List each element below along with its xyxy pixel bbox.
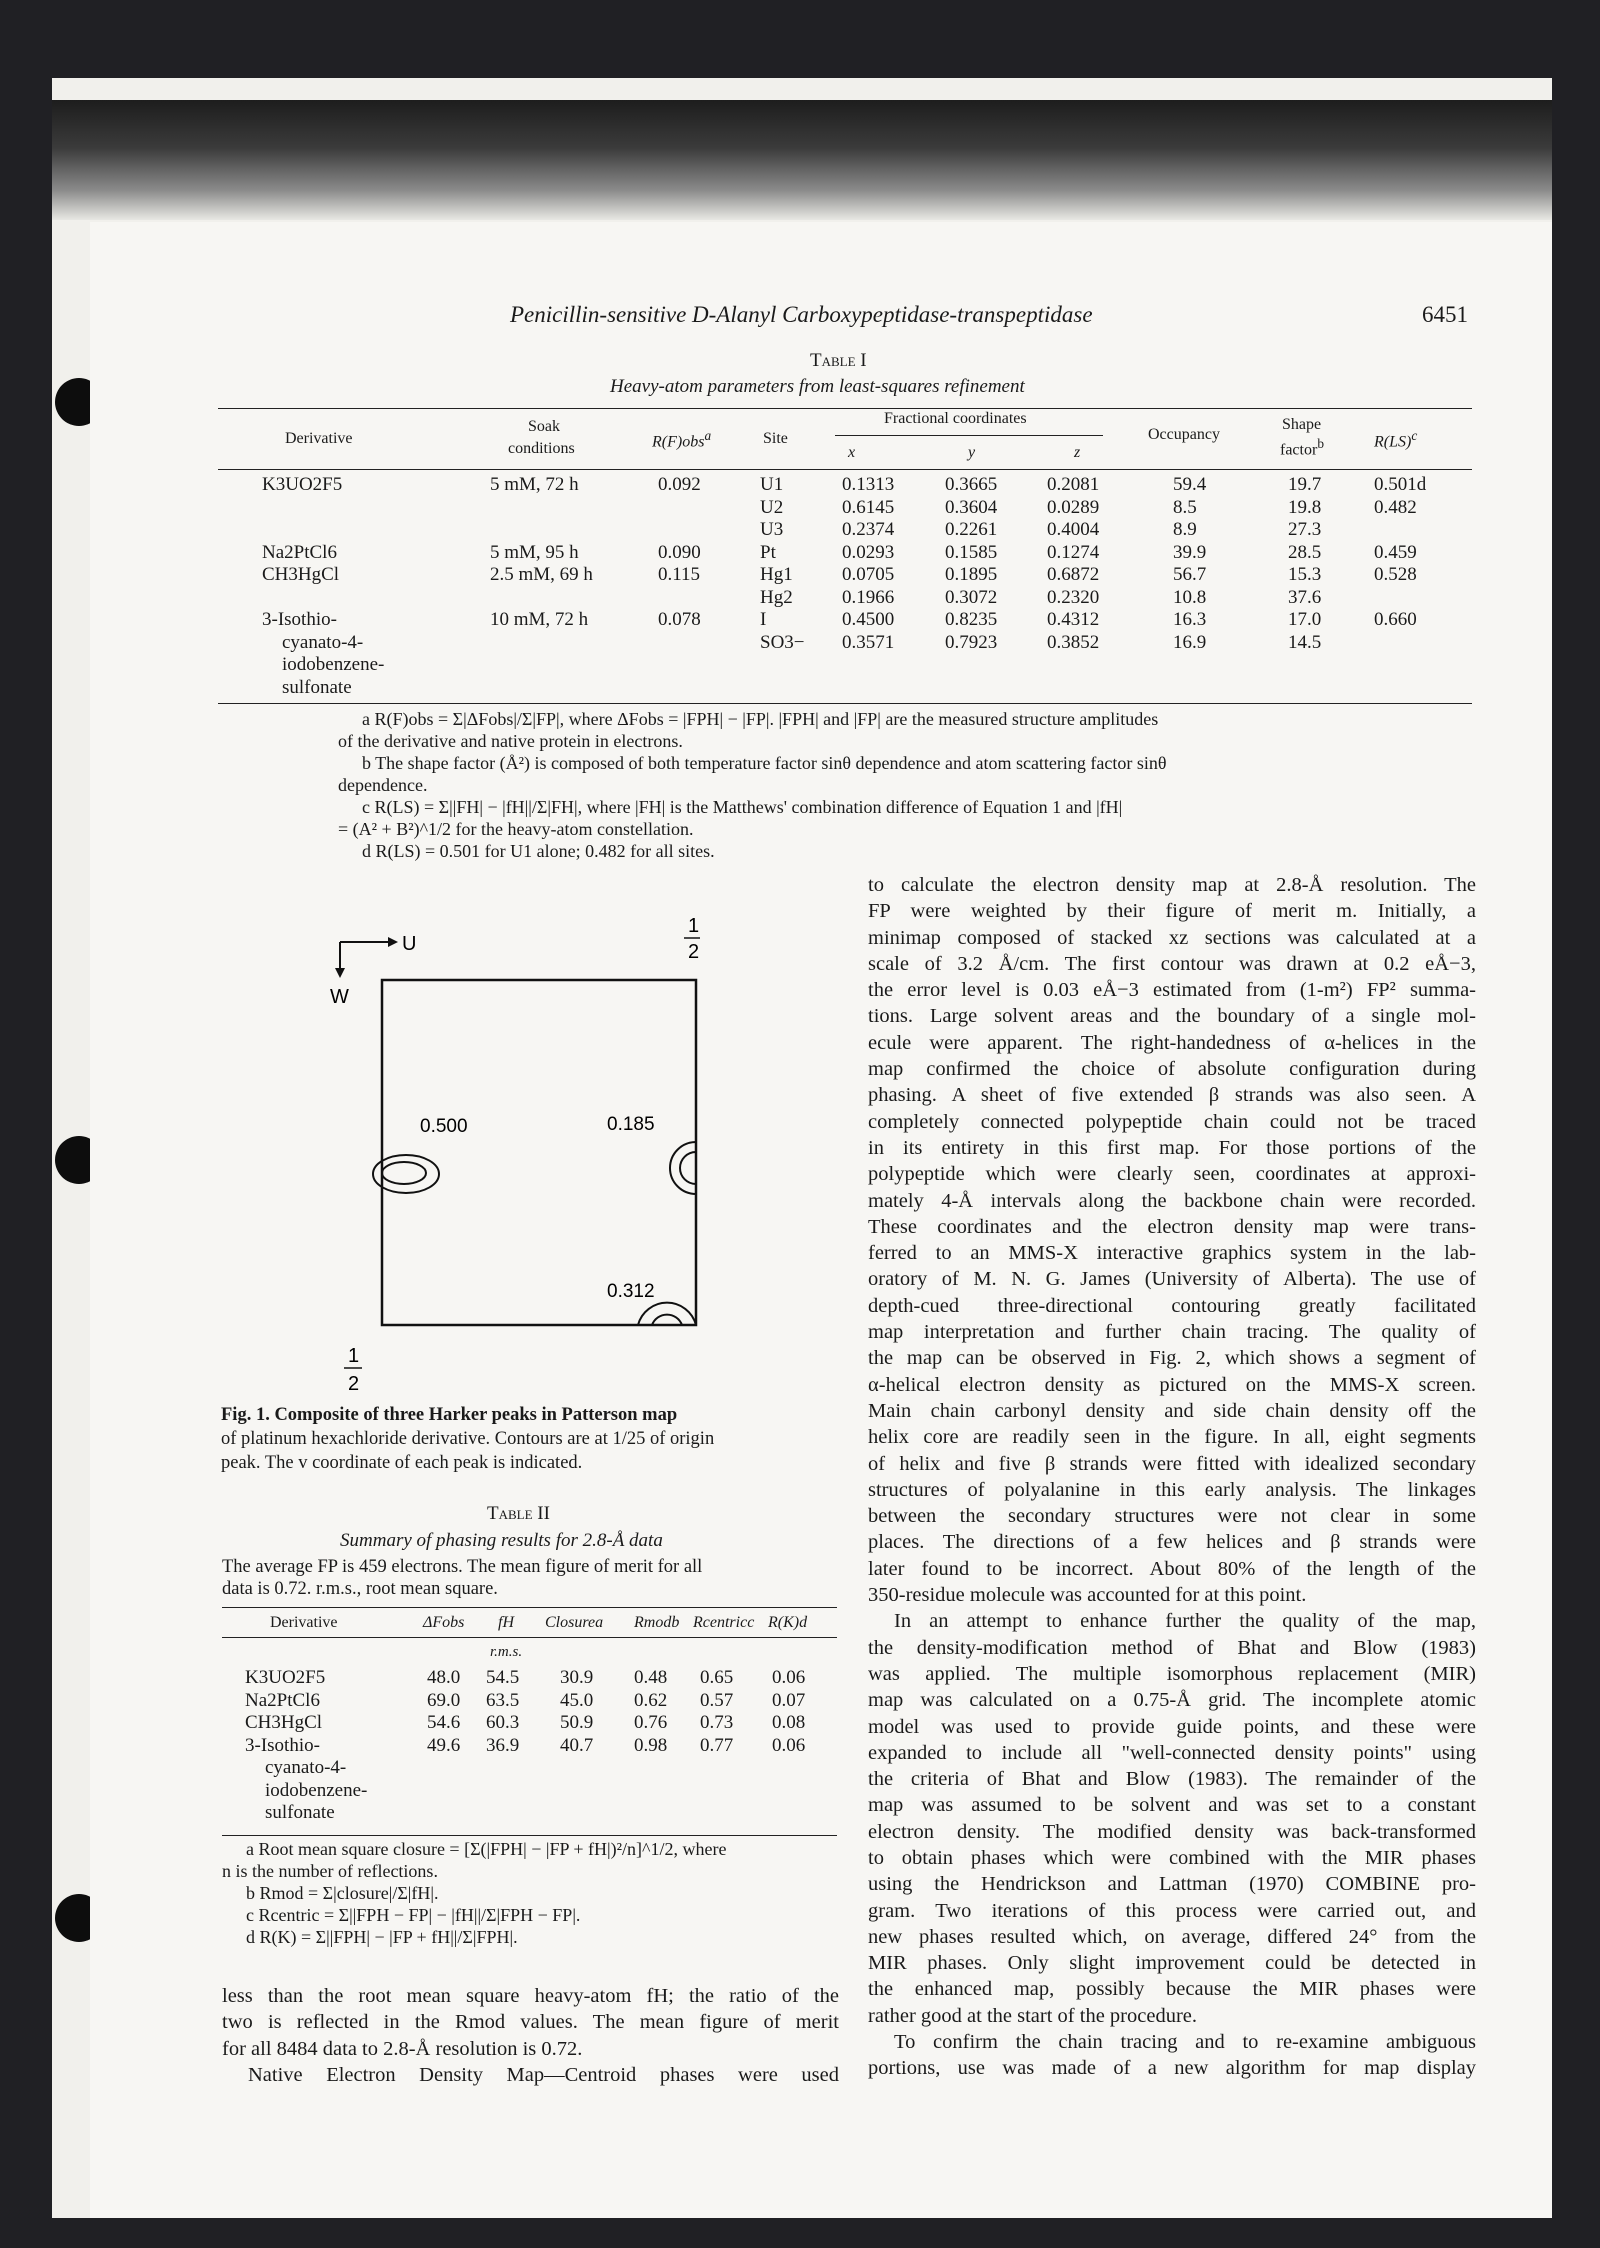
text-line: map was calculated on a 0.75-Å grid. The incomplete atomic — [868, 1689, 1476, 1712]
table2-header-rule — [222, 1637, 837, 1638]
t2-cell-dF: 54.6 — [427, 1712, 461, 1733]
t1-cell-rls: 0.528 — [1374, 564, 1417, 585]
table2-label: Table II — [487, 1503, 550, 1524]
text-line: was applied. The multiple isomorphous replacement (MIR) — [868, 1662, 1476, 1685]
t1-cell-derivative: Na2PtCl6 — [262, 541, 337, 563]
text-line: minimap composed of stacked xz sections was calculated at a — [868, 926, 1476, 949]
t1-cell-z: 0.2081 — [1047, 474, 1100, 495]
text-line: MIR phases. Only slight improvement could be detected in — [868, 1952, 1476, 1975]
t1-cell-site: U2 — [760, 496, 784, 518]
table1-header-rule — [218, 469, 1472, 470]
t1-cell-y: 0.3604 — [945, 496, 998, 518]
text-line: ecule were apparent. The right-handedness of α-helices in the — [868, 1031, 1476, 1054]
text-line: to calculate the electron density map at 2.8-Å resolution. The — [868, 874, 1476, 896]
half-top-num: 1 — [688, 915, 700, 937]
t1-cell-site: Pt — [760, 541, 776, 563]
t1-cell-site: U1 — [760, 474, 784, 495]
t2-cell-fH: 63.5 — [486, 1689, 520, 1711]
t1-cell-r: 0.078 — [658, 609, 701, 630]
t1-cell-y: 0.3072 — [945, 586, 998, 608]
t2-cell-fH: 54.5 — [486, 1667, 520, 1688]
t1-cell-r: 0.115 — [658, 564, 701, 585]
t1-cell-x: 0.1313 — [842, 474, 895, 495]
fig1-caption-line: of platinum hexachloride derivative. Contours are at 1/25 of origin — [221, 1429, 715, 1449]
t1-h-site: Site — [763, 430, 788, 447]
t1-cell-y: 0.7923 — [945, 631, 998, 653]
t1-h-robs: R(F)obs$^a$ — [652, 428, 712, 451]
t2-cell-rk: 0.08 — [772, 1712, 806, 1733]
peak-contour-0185-outer — [670, 1142, 696, 1194]
text-line: mately 4-Å intervals along the backbone chain were recorded. — [868, 1189, 1476, 1212]
t1-h-soak: Soak — [528, 418, 560, 435]
t1-cell-y: 0.2261 — [945, 519, 998, 540]
text-line: completely connected polypeptide chain could not be traced — [868, 1110, 1476, 1133]
t1-cell-shape: 37.6 — [1288, 586, 1322, 608]
w-arrowhead — [335, 968, 345, 978]
t1-cell-occ: 10.8 — [1173, 586, 1207, 608]
fig1-caption-line: peak. The v coordinate of each peak is indicated. — [221, 1453, 583, 1473]
text-line: the error level is 0.03 eÅ−3 estimated from (1-m²) FP² summa- — [868, 979, 1476, 1002]
t2-header-cell: R(K)d — [768, 1614, 808, 1631]
text-line: using the Hendrickson and Lattman (1970) COMBINE pro- — [868, 1873, 1476, 1896]
text-line: α-helical electron density as pictured on the MMS-X screen. — [868, 1373, 1476, 1396]
text-line: scale of 3.2 Å/cm. The first contour was drawn at 0.2 eÅ−3, — [868, 952, 1476, 975]
table2-intro — [222, 1556, 702, 1600]
t1-cell-y: 0.3665 — [945, 474, 998, 495]
text-line: the density-modification method of Bhat and Blow (1983) — [868, 1636, 1476, 1659]
figure1-caption — [221, 1403, 837, 1475]
t1-h-derivative: Derivative — [285, 430, 353, 447]
t1-cell-occ: 56.7 — [1173, 564, 1207, 585]
t1-cell-site: U3 — [760, 519, 784, 540]
t1-cell-y: 0.8235 — [945, 609, 998, 630]
t2-cell-rk: 0.06 — [772, 1667, 806, 1688]
text-line: in its entirety in this first map. For those portions of the — [868, 1136, 1476, 1159]
t1-cell-site: I — [760, 609, 767, 630]
t1-cell-occ: 16.9 — [1173, 631, 1207, 653]
t1-h-frac: Fractional coordinates — [884, 410, 1027, 427]
t2-cell-rmod: 0.62 — [634, 1689, 668, 1711]
t2-cell-dF: 48.0 — [427, 1667, 461, 1688]
t1-cell-y: 0.1585 — [945, 541, 998, 563]
t1-cell-site: Hg1 — [760, 564, 793, 585]
t1-h-rls: R(LS)$^c$ — [1374, 428, 1418, 451]
t2-cell-rk: 0.06 — [772, 1734, 806, 1756]
text-line: depth-cued three-directional contouring greatly facilitated — [868, 1294, 1476, 1317]
peak-contour-0312-inner — [652, 1315, 682, 1325]
t1-frac-rule — [835, 435, 1103, 436]
t1-cell-x: 0.4500 — [842, 609, 895, 630]
t1-cell-z: 0.4312 — [1047, 609, 1100, 630]
t1-footnote-line: d R(LS) = 0.501 for U1 alone; 0.482 for all sites. — [362, 841, 715, 861]
t2-cell-rcentric: 0.65 — [700, 1667, 734, 1688]
t1-cell-shape: 14.5 — [1288, 631, 1322, 653]
t2-intro-line: The average FP is 459 electrons. The mean figure of merit for all — [222, 1557, 703, 1577]
table1-label: Table I — [810, 350, 867, 371]
t1-cell-x: 0.2374 — [842, 519, 895, 540]
t1-footnote-line: = (A² + B²)^1/2 for the heavy-atom constellation. — [338, 819, 694, 839]
text-line: map was assumed to be solvent and was set to a constant — [868, 1794, 1476, 1817]
t2-header-cell: Closurea — [545, 1614, 604, 1631]
text-line: rather good at the start of the procedure. — [868, 2004, 1198, 2027]
text-line: later found to be incorrect. About 80% of the length of the — [868, 1557, 1476, 1580]
text-line: model was used to provide guide points, and these were — [868, 1715, 1476, 1738]
t1-cell-derivative: sulfonate — [282, 676, 352, 698]
text-line: between the secondary structures were not clear in some — [868, 1505, 1476, 1528]
t1-h-shape2: factor$^b$ — [1280, 436, 1324, 459]
text-line: portions, use was made of a new algorithm for map display — [868, 2057, 1476, 2080]
t1-cell-rls: 0.660 — [1374, 609, 1417, 630]
text-line: tions. Large solvent areas and the boundary of a single mol- — [868, 1005, 1476, 1028]
text-line: These coordinates and the electron density map were trans- — [868, 1215, 1476, 1238]
peak-contour-0500-inner — [382, 1162, 426, 1184]
t1-cell-z: 0.1274 — [1047, 541, 1100, 563]
t1-cell-soak: 10 mM, 72 h — [490, 609, 589, 630]
t2-cell-derivative: CH3HgCl — [245, 1712, 323, 1733]
text-line: ferred to an MMS-X interactive graphics system in the lab- — [868, 1242, 1476, 1265]
peak-contour-0185-inner — [680, 1152, 696, 1184]
t2-cell-rk: 0.07 — [772, 1689, 806, 1711]
t1-cell-site: Hg2 — [760, 586, 793, 608]
peak-label-0500: 0.500 — [420, 1116, 468, 1137]
t1-cell-derivative: iodobenzene- — [282, 654, 385, 675]
t1-cell-rls: 0.482 — [1374, 496, 1417, 518]
t2-cell-fH: 36.9 — [486, 1734, 520, 1756]
t2-cell-rcentric: 0.57 — [700, 1689, 734, 1711]
table1-bottom-rule — [218, 703, 1472, 704]
t1-cell-derivative: cyanato-4- — [282, 631, 364, 653]
t1-cell-soak: 5 mM, 72 h — [490, 474, 579, 495]
t2-cell-rcentric: 0.73 — [700, 1712, 734, 1733]
t2-footnote-line: b Rmod = Σ|closure|/Σ|fH|. — [246, 1883, 439, 1903]
t1-h-soak2: conditions — [508, 440, 575, 457]
t1-cell-occ: 8.9 — [1173, 519, 1197, 540]
text-line: To confirm the chain tracing and to re-examine ambiguous — [894, 2031, 1476, 2054]
t1-cell-derivative: 3-Isothio- — [262, 609, 337, 630]
table2-caption: Summary of phasing results for 2.8-Å data — [340, 1530, 663, 1551]
t2-cell-derivative: cyanato-4- — [265, 1757, 347, 1778]
t1-cell-z: 0.0289 — [1047, 496, 1100, 518]
t1-cell-shape: 19.7 — [1288, 474, 1322, 495]
t2-subheader: r.m.s. — [490, 1644, 523, 1660]
text-line: structures of polyalanine in this early analysis. The linkages — [868, 1478, 1476, 1501]
t1-cell-x: 0.1966 — [842, 586, 895, 608]
running-title: Penicillin-sensitive D-Alanyl Carboxypeptidase-transpeptidase — [510, 302, 1093, 327]
t1-cell-x: 0.6145 — [842, 496, 895, 518]
text-line: the enhanced map, possibly because the MIR phases were — [868, 1978, 1476, 2001]
t1-cell-r: 0.092 — [658, 474, 701, 495]
text-line: phasing. A sheet of five extended β strands was also seen. A — [868, 1084, 1476, 1107]
half-left-den: 2 — [348, 1373, 360, 1395]
text-line: 350-residue molecule was accounted for at this point. — [868, 1584, 1307, 1607]
t1-cell-derivative: K3UO2F5 — [262, 474, 343, 495]
left-column-text — [222, 1983, 839, 2088]
t1-cell-rls: 0.501d — [1374, 474, 1427, 495]
text-line: gram. Two iterations of this process were carried out, and — [868, 1899, 1476, 1922]
text-line: Main chain carbonyl density and side chain density off the — [868, 1399, 1476, 1422]
text-line: of helix and five β strands were fitted with idealized secondary — [868, 1452, 1476, 1475]
t2-header-cell: fH — [498, 1614, 514, 1631]
t2-cell-closure: 30.9 — [560, 1667, 594, 1688]
t2-footnote-line: d R(K) = Σ||FPH| − |FP + fH||/Σ|FPH|. — [246, 1927, 518, 1947]
axis-w-label: W — [330, 986, 349, 1008]
u-arrowhead — [388, 937, 398, 947]
text-line: map confirmed the choice of absolute configuration during — [868, 1058, 1476, 1081]
t1-cell-occ: 59.4 — [1173, 474, 1207, 495]
t1-h-occupancy: Occupancy — [1148, 426, 1220, 443]
half-top-den: 2 — [688, 941, 700, 963]
t1-cell-shape: 27.3 — [1288, 519, 1322, 540]
t1-footnote-line: a R(F)obs = Σ|ΔFobs|/Σ|FP|, where ΔFobs = |FPH| − |FP|. |FPH| and |FP| are the measured structure amplitudes — [362, 709, 1159, 729]
t2-cell-rmod: 0.76 — [634, 1712, 668, 1733]
text-line: the criteria of Bhat and Blow (1983). The remainder of the — [868, 1768, 1476, 1791]
t2-header-cell: Rmodb — [634, 1614, 680, 1631]
t1-cell-z: 0.3852 — [1047, 631, 1100, 653]
text-line: to obtain phases which were combined with the MIR phases — [868, 1846, 1476, 1869]
t1-cell-derivative: CH3HgCl — [262, 564, 340, 585]
t2-header-cell: Rcentricc — [693, 1614, 755, 1631]
t2-footnote-line: n is the number of reflections. — [222, 1861, 438, 1881]
figure1-patterson-map — [320, 910, 750, 1400]
table1-caption: Heavy-atom parameters from least-squares refinement — [610, 376, 1025, 397]
t1-cell-rls: 0.459 — [1374, 541, 1417, 563]
t1-cell-shape: 17.0 — [1288, 609, 1322, 630]
t1-cell-shape: 28.5 — [1288, 541, 1322, 563]
t1-cell-shape: 15.3 — [1288, 564, 1322, 585]
t1-footnote-line: b The shape factor (Å²) is composed of both temperature factor sinθ dependence and atom scattering factor sinθ — [362, 753, 1167, 773]
t2-cell-rmod: 0.48 — [634, 1667, 668, 1688]
text-line: polypeptide which were clearly seen, coordinates at approxi- — [868, 1163, 1476, 1186]
t1-h-shape: Shape — [1282, 416, 1322, 433]
t1-h-z: z — [1074, 444, 1081, 461]
t1-cell-z: 0.4004 — [1047, 519, 1100, 540]
text-line: expanded to include all "well-connected density points" using — [868, 1741, 1476, 1764]
map-frame — [382, 980, 696, 1325]
t2-cell-dF: 49.6 — [427, 1734, 461, 1756]
table2-bottom-rule — [222, 1835, 837, 1836]
t1-h-y: y — [968, 444, 976, 461]
t2-cell-fH: 60.3 — [486, 1712, 520, 1733]
half-left-num: 1 — [348, 1345, 360, 1367]
text-line: new phases resulted which, on average, differed 24° from the — [868, 1925, 1476, 1948]
t1-cell-occ: 8.5 — [1173, 496, 1197, 518]
t1-cell-site: SO3− — [760, 631, 805, 653]
t1-cell-y: 0.1895 — [945, 564, 998, 585]
t2-cell-derivative: K3UO2F5 — [245, 1667, 326, 1688]
text-line: for all 8484 data to 2.8-Å resolution is 0.72. — [222, 2037, 583, 2060]
t1-footnote-line: c R(LS) = Σ||FH| − |fH||/Σ|FH|, where |FH| is the Matthews' combination difference of Equation 1 and |fH| — [362, 797, 1123, 817]
t1-cell-x: 0.3571 — [842, 631, 895, 653]
t2-cell-derivative: 3-Isothio- — [245, 1734, 320, 1756]
t1-cell-soak: 2.5 mM, 69 h — [490, 564, 593, 585]
t1-cell-z: 0.2320 — [1047, 586, 1100, 608]
t2-cell-rcentric: 0.77 — [700, 1734, 734, 1756]
text-line: helix core are readily seen in the figure. In all, eight segments — [868, 1426, 1476, 1449]
t2-cell-dF: 69.0 — [427, 1689, 461, 1711]
t2-header-cell: ΔFobs — [423, 1614, 465, 1631]
t1-cell-soak: 5 mM, 95 h — [490, 541, 579, 563]
axis-u-label: U — [402, 933, 417, 955]
t2-footnote-line: a Root mean square closure = [Σ(|FPH| − |FP + fH|)²/n]^1/2, where — [246, 1839, 727, 1859]
text-line: map interpretation and further chain tracing. The quality of — [868, 1321, 1476, 1344]
t2-cell-derivative: sulfonate — [265, 1802, 335, 1823]
t2-intro-line: data is 0.72. r.m.s., root mean square. — [222, 1579, 498, 1599]
fig1-caption-line: Fig. 1. Composite of three Harker peaks in Patterson map — [221, 1405, 678, 1425]
t1-cell-occ: 39.9 — [1173, 541, 1207, 563]
text-line: the map can be observed in Fig. 2, which shows a segment of — [868, 1347, 1476, 1370]
t1-h-x: x — [848, 444, 856, 461]
text-line: less than the root mean square heavy-atom fH; the ratio of the — [222, 1985, 839, 2007]
t1-cell-x: 0.0293 — [842, 541, 895, 563]
t1-cell-x: 0.0705 — [842, 564, 895, 585]
right-column-text — [868, 872, 1476, 2082]
t2-cell-closure: 40.7 — [560, 1734, 594, 1756]
t2-cell-closure: 45.0 — [560, 1689, 594, 1711]
page-number: 6451 — [1422, 302, 1468, 327]
t2-header-cell: Derivative — [270, 1614, 338, 1631]
peak-label-0312: 0.312 — [607, 1281, 655, 1302]
text-line: electron density. The modified density was back-transformed — [868, 1820, 1476, 1843]
text-line: In an attempt to enhance further the quality of the map, — [894, 1610, 1476, 1633]
t1-cell-occ: 16.3 — [1173, 609, 1207, 630]
text-line: oratory of M. N. G. James (University of Alberta). The use of — [868, 1268, 1476, 1291]
t1-footnote-line: dependence. — [338, 775, 428, 795]
t2-cell-rmod: 0.98 — [634, 1734, 668, 1756]
t2-cell-derivative: Na2PtCl6 — [245, 1689, 320, 1711]
text-line: two is reflected in the Rmod values. The mean figure of merit — [222, 2011, 839, 2034]
t2-footnote-line: c Rcentric = Σ||FPH − FP| − |fH||/Σ|FPH − FP|. — [246, 1905, 581, 1925]
scan-shadow — [52, 100, 1552, 220]
text-line: FP were weighted by their figure of merit m. Initially, a — [868, 900, 1476, 923]
peak-label-0185: 0.185 — [607, 1114, 655, 1135]
t1-cell-z: 0.6872 — [1047, 564, 1100, 585]
t2-cell-closure: 50.9 — [560, 1712, 594, 1733]
t1-footnote-line: of the derivative and native protein in electrons. — [338, 731, 683, 751]
text-line: places. The directions of a few helices and β strands were — [868, 1531, 1476, 1554]
t1-cell-shape: 19.8 — [1288, 496, 1322, 518]
text-line: Native Electron Density Map—Centroid phases were used — [248, 2063, 839, 2086]
table2-top-rule — [222, 1607, 837, 1608]
t1-cell-r: 0.090 — [658, 541, 701, 563]
t2-cell-derivative: iodobenzene- — [265, 1779, 368, 1801]
table1-top-rule — [218, 408, 1472, 409]
